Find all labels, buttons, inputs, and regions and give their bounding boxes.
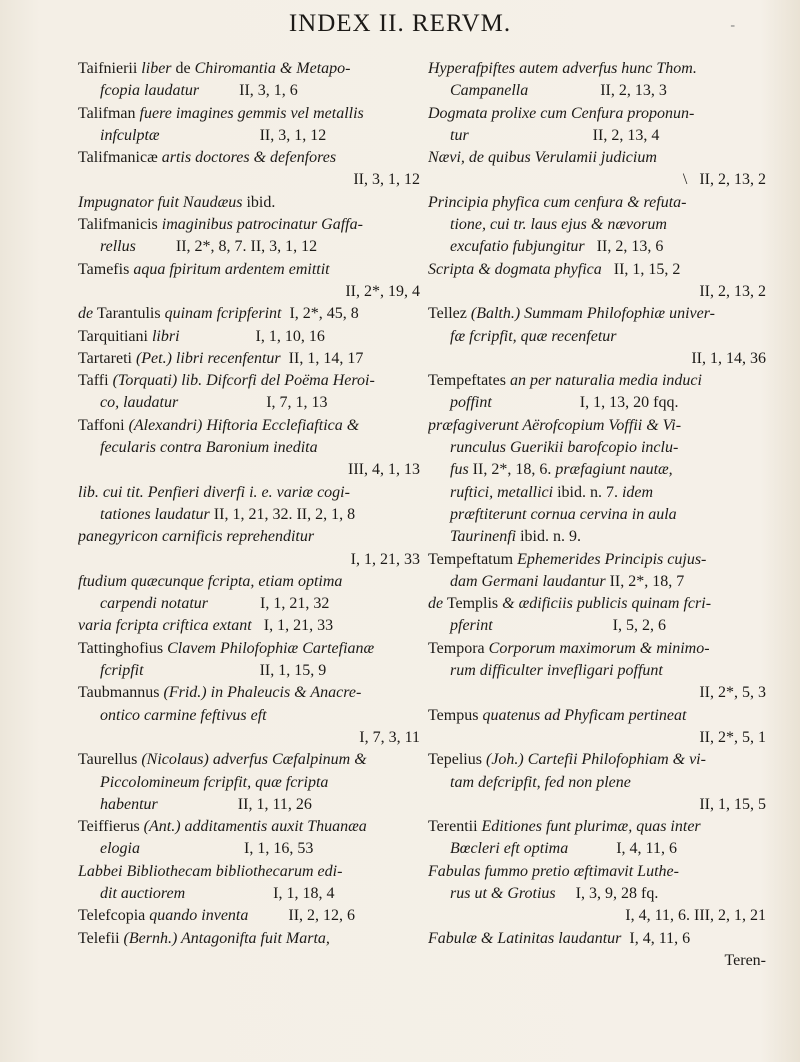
entry-italic-text: fcripfit <box>100 662 144 680</box>
entry-line <box>428 392 768 414</box>
entry-italic-text: ontico carmine feftivus eft <box>100 706 267 724</box>
entry-reference-line <box>78 549 422 571</box>
entry-text: II, 2, 13, 4 <box>468 126 660 144</box>
entry-line <box>428 415 768 437</box>
entry-italic-text: Fabulæ & Latinitas laudantur <box>428 929 622 947</box>
entry-line <box>78 705 422 727</box>
index-entry <box>78 459 422 481</box>
entry-text: ibid. n. 9. <box>516 528 581 546</box>
entry-italic-text: Ephemerides Principis cujus- <box>517 550 707 568</box>
entry-line <box>428 214 768 236</box>
entry-line <box>78 638 422 660</box>
entry-italic-text: fus <box>450 461 469 479</box>
entry-italic-text: Corporum maximorum & minimo- <box>488 639 710 657</box>
entry-line <box>78 905 422 927</box>
index-entry <box>78 259 422 304</box>
entry-text: I, 1, 21, 32 <box>208 595 330 613</box>
entry-line <box>428 504 768 526</box>
entry-text: III, 4, 1, 13 <box>348 461 420 479</box>
entry-text: I, 4, 11, 6 <box>568 840 677 858</box>
index-entry <box>428 549 768 594</box>
index-entry <box>428 950 768 972</box>
entry-italic-text: dam Germani laudantur <box>450 572 606 590</box>
entry-text: Tepelius <box>428 751 486 769</box>
entry-line <box>428 883 768 905</box>
entry-line <box>78 259 422 281</box>
index-entry <box>428 192 768 259</box>
index-entry <box>78 58 422 103</box>
index-entry <box>78 861 422 906</box>
entry-italic-text: fecularis contra Baronium inedita <box>100 439 318 457</box>
entry-text: Tempeftatum <box>428 550 518 568</box>
entry-line <box>78 348 422 370</box>
entry-italic-text: tione, cui tr. laus ejus & nævorum <box>450 216 667 234</box>
index-entry <box>78 192 422 214</box>
entry-line <box>428 437 768 459</box>
index-entry <box>428 816 768 861</box>
entry-text: Telefcopia <box>78 907 150 925</box>
entry-line <box>78 749 422 771</box>
entry-italic-text: Campanella <box>450 82 529 100</box>
entry-italic-text: præftiterunt cornua cervina in aula <box>450 505 677 523</box>
entry-line <box>78 415 422 437</box>
index-entry <box>78 905 422 927</box>
entry-reference-line <box>78 459 422 481</box>
entry-text: II, 1, 11, 26 <box>157 795 312 813</box>
entry-line <box>78 80 422 102</box>
entry-line <box>78 214 422 236</box>
entry-italic-text: Fabulas fummo pretio æftimavit Luthe- <box>428 862 679 880</box>
entry-italic-text: (Bernh.) Antagonifta fuit Marta, <box>123 929 330 947</box>
entry-italic-text: ftudium quæcunque fcripta, etiam optima <box>78 572 343 590</box>
entry-line <box>428 705 768 727</box>
entry-italic-text: rus ut & Grotius <box>450 884 556 902</box>
entry-text: I, 1, 16, 53 <box>140 840 314 858</box>
entry-line <box>78 838 422 860</box>
entry-italic-text: panegyricon carnificis reprehenditur <box>78 528 315 546</box>
entry-line <box>428 147 768 169</box>
index-entry <box>78 415 422 460</box>
page-title: INDEX II. RERVM. <box>288 10 512 37</box>
index-entry <box>428 303 768 370</box>
entry-text: Tempus <box>428 706 483 724</box>
entry-reference-line <box>428 950 768 972</box>
entry-line <box>78 326 422 348</box>
entry-line <box>78 593 422 615</box>
entry-text: I, 4, 11, 6. III, 2, 1, 21 <box>625 907 766 925</box>
entry-line <box>428 303 768 325</box>
entry-italic-text: poffint <box>450 394 492 412</box>
entry-italic-text: ruftici, metallici <box>450 483 554 501</box>
entry-text: I, 1, 21, 33 <box>350 550 420 568</box>
entry-text: II, 2, 13, 3 <box>528 82 667 100</box>
entry-italic-text: Impugnator fuit Naudæus <box>78 193 243 211</box>
index-entry <box>78 928 422 950</box>
index-entry <box>428 259 768 304</box>
entry-text: Tempeftates <box>428 372 510 390</box>
entry-line <box>428 593 768 615</box>
entry-italic-text: artis doctores & defenfores <box>161 149 337 167</box>
index-entry <box>428 861 768 928</box>
entry-italic-text: fæ fcripfit, quæ recenfetur <box>450 327 617 345</box>
entry-italic-text: (Ant.) additamentis auxit Thuanæa <box>143 818 367 836</box>
entry-italic-text: Chiromantia & Metapo- <box>190 60 351 77</box>
index-entry <box>78 526 422 571</box>
entry-italic-text: Taurinenfi <box>450 528 517 546</box>
index-entry <box>428 749 768 816</box>
entry-text: Talifmanicis <box>78 216 162 234</box>
entry-italic-text: excufatio fubjungitur <box>450 238 585 256</box>
index-entry <box>78 370 422 415</box>
entry-text: II, 2, 13, 2 <box>699 282 766 300</box>
entry-line <box>428 571 768 593</box>
index-entry <box>428 147 768 192</box>
entry-line <box>78 526 422 548</box>
entry-line <box>428 192 768 214</box>
entry-text: I, 4, 11, 6 <box>621 929 691 947</box>
entry-italic-text: dit auctiorem <box>100 884 186 902</box>
entry-line <box>78 660 422 682</box>
index-entry <box>78 147 422 192</box>
entry-line <box>428 615 768 637</box>
entry-italic-text: fuere imagines gemmis vel metallis <box>139 104 364 122</box>
entry-text: I, 7, 1, 13 <box>178 394 328 412</box>
index-entry <box>78 482 422 527</box>
entry-text: II, 2*, 19, 4 <box>345 282 420 300</box>
entry-italic-text: Hyperafpiftes autem adverfus hunc Thom. <box>428 60 697 77</box>
entry-text: Teiffierus <box>78 818 144 836</box>
entry-italic-text: (Frid.) in Phaleucis & Anacre- <box>163 684 362 702</box>
entry-italic-text: co, laudatur <box>100 394 179 412</box>
entry-text: I, 1, 21, 33 <box>251 617 334 635</box>
entry-text: Tamefis <box>78 260 134 278</box>
entry-italic-text: Nævi, de quibus Verulamii judicium <box>428 149 657 167</box>
entry-reference-line <box>428 348 768 370</box>
index-entry <box>78 727 422 749</box>
entry-text: II, 2*, 8, 7. II, 3, 1, 12 <box>135 238 318 256</box>
entry-text: I, 3, 9, 28 fq. <box>555 884 659 902</box>
entry-line <box>428 772 768 794</box>
entry-italic-text: varia fcripta criftica extant <box>78 617 252 635</box>
entry-italic-text: (Joh.) Cartefii Philofophiam & vi- <box>485 751 706 769</box>
entry-line <box>428 370 768 392</box>
entry-text: Telefii <box>78 929 124 947</box>
entry-line <box>78 192 422 214</box>
entry-italic-text: de <box>428 595 444 613</box>
entry-text: I, 1, 13, 20 fqq. <box>491 394 679 412</box>
entry-text: Tartareti <box>78 349 136 367</box>
entry-italic-text: aqua fpiritum ardentem emittit <box>133 260 330 278</box>
entry-reference-line <box>428 727 768 749</box>
entry-italic-text: infculptæ <box>100 126 160 144</box>
entry-text: ibid. n. 7. <box>553 483 622 501</box>
entry-line <box>78 392 422 414</box>
entry-text: Templis <box>443 595 503 613</box>
entry-line <box>78 794 422 816</box>
right-column <box>428 58 768 972</box>
entry-text: II, 3, 1, 6 <box>199 82 298 100</box>
entry-text: I, 1, 18, 4 <box>185 884 335 902</box>
entry-text: II, 2, 12, 6 <box>248 907 356 925</box>
entry-line <box>428 549 768 571</box>
entry-line <box>428 749 768 771</box>
entry-line <box>428 928 768 950</box>
entry-italic-text: tur <box>450 126 469 144</box>
entry-text: II, 2*, 5, 1 <box>699 728 766 746</box>
entry-line <box>428 660 768 682</box>
entry-line <box>78 125 422 147</box>
entry-line <box>78 236 422 258</box>
entry-italic-text: & ædificiis publicis quinam fcri- <box>502 595 712 613</box>
entry-line <box>78 303 422 325</box>
entry-italic-text: Scripta & dogmata phyfica <box>428 260 602 278</box>
index-entry <box>78 326 422 348</box>
entry-line <box>428 838 768 860</box>
entry-italic-text: habentur <box>100 795 158 813</box>
entry-text: Taifnierii <box>78 60 142 77</box>
entry-text: Talifman <box>78 104 140 122</box>
entry-line <box>428 861 768 883</box>
entry-text: Taubmannus <box>78 684 164 702</box>
entry-italic-text: (Nicolaus) adverfus Cæfalpinum & <box>141 751 367 769</box>
entry-text: II, 1, 15, 9 <box>143 662 327 680</box>
entry-reference-line <box>428 794 768 816</box>
entry-text: I, 5, 2, 6 <box>492 617 666 635</box>
entry-text: I, 1, 10, 16 <box>179 327 325 345</box>
index-entry <box>428 103 768 148</box>
entry-line <box>428 236 768 258</box>
entry-line <box>428 125 768 147</box>
entry-italic-text: tam defcripfit, fed non plene <box>450 773 631 791</box>
entry-line <box>78 437 422 459</box>
entry-italic-text: liber <box>141 60 172 77</box>
left-column <box>78 58 422 950</box>
entry-text: II, 1, 15, 2 <box>601 260 681 278</box>
entry-text: Tempora <box>428 639 489 657</box>
entry-line <box>78 504 422 526</box>
entry-line <box>78 883 422 905</box>
entry-text: Taffoni <box>78 416 129 434</box>
entry-line <box>78 103 422 125</box>
entry-italic-text: Labbei Bibliothecam bibliothecarum edi- <box>78 862 343 880</box>
entry-reference-line <box>428 169 768 191</box>
entry-text: II, 2*, 18, 6. <box>468 461 556 479</box>
entry-line <box>78 58 422 80</box>
entry-line <box>428 326 768 348</box>
index-entry <box>78 816 422 861</box>
entry-text: ibid. <box>242 193 276 211</box>
entry-text: II, 3, 1, 12 <box>353 171 420 189</box>
entry-italic-text: quinam fcripferint <box>164 305 282 323</box>
header-mark: - <box>730 18 736 33</box>
entry-line <box>428 103 768 125</box>
entry-text: II, 2*, 5, 3 <box>699 684 766 702</box>
entry-reference-line <box>428 905 768 927</box>
entry-line <box>78 482 422 504</box>
entry-text: I, 7, 3, 11 <box>359 728 420 746</box>
entry-italic-text: Clavem Philofophiæ Cartefianæ <box>167 639 375 657</box>
entry-line <box>428 58 768 80</box>
entry-italic-text: quatenus ad Phyficam pertineat <box>482 706 687 724</box>
entry-text: Tarquitiani <box>78 327 152 345</box>
entry-text: Tellez <box>428 305 471 323</box>
index-entry <box>428 638 768 705</box>
entry-italic-text: tationes laudatur <box>100 505 210 523</box>
entry-text: Tarantulis <box>93 305 165 323</box>
entry-text: II, 1, 15, 5 <box>699 795 766 813</box>
entry-text: I, 2*, 45, 8 <box>281 305 359 323</box>
entry-text: Tattinghofius <box>78 639 168 657</box>
entry-line <box>78 861 422 883</box>
entry-line <box>428 638 768 660</box>
entry-text: II, 1, 14, 17 <box>280 349 364 367</box>
entry-line <box>78 772 422 794</box>
index-entry <box>78 571 422 616</box>
entry-italic-text: Editiones funt plurimæ, quas inter <box>481 818 701 836</box>
index-entry <box>428 370 768 415</box>
entry-text: Terentii <box>428 818 482 836</box>
index-entry <box>78 749 422 816</box>
entry-italic-text: lib. cui tit. Penfieri diverfi i. e. variæ cogi- <box>78 483 350 501</box>
entry-italic-text: idem <box>621 483 654 501</box>
index-entry <box>78 615 422 637</box>
entry-italic-text: Dogmata prolixe cum Cenfura proponun- <box>428 104 695 122</box>
entry-line <box>428 482 768 504</box>
entry-reference-line <box>78 169 422 191</box>
entry-line <box>78 147 422 169</box>
entry-italic-text: Bœcleri eft optima <box>450 840 569 858</box>
entry-italic-text: (Torquati) lib. Difcorfi del Poëma Heroi- <box>112 372 375 390</box>
index-entry <box>428 928 768 950</box>
entry-text: II, 2, 13, 6 <box>584 238 664 256</box>
entry-reference-line <box>428 281 768 303</box>
entry-text: Taurellus <box>78 751 142 769</box>
entry-text: Teren- <box>724 951 766 969</box>
entry-line <box>428 259 768 281</box>
entry-italic-text: runculus Guerikii barofcopio inclu- <box>450 439 679 457</box>
index-entry <box>78 682 422 727</box>
page-header <box>0 10 800 38</box>
entry-italic-text: carpendi notatur <box>100 595 208 613</box>
entry-italic-text: de <box>78 305 94 323</box>
entry-line <box>428 526 768 548</box>
index-entry <box>78 638 422 683</box>
entry-italic-text: fcopia laudatur <box>100 82 200 100</box>
entry-text: \ II, 2, 13, 2 <box>682 171 766 189</box>
index-entry <box>428 705 768 750</box>
entry-text: Talifmanicæ <box>78 149 162 167</box>
entry-italic-text: (Pet.) libri recenfentur <box>135 349 281 367</box>
entry-line <box>78 615 422 637</box>
index-entry <box>78 214 422 259</box>
entry-italic-text: rum difficulter invefligari poffunt <box>450 662 663 680</box>
entry-italic-text: libri <box>151 327 180 345</box>
entry-text: II, 2*, 18, 7 <box>605 572 685 590</box>
entry-italic-text: imaginibus patrocinatur Gaffa- <box>161 216 363 234</box>
entry-text: Taffi <box>78 372 113 390</box>
entry-italic-text: pferint <box>450 617 493 635</box>
entry-italic-text: rellus <box>100 238 136 256</box>
entry-reference-line <box>428 682 768 704</box>
entry-italic-text: Principia phyfica cum cenfura & refuta- <box>428 193 687 211</box>
index-entry <box>428 415 768 549</box>
entry-italic-text: præfagiunt nautæ, <box>555 461 673 479</box>
entry-italic-text: (Alexandri) Hiftoria Ecclefiaftica & <box>128 416 360 434</box>
entry-line <box>428 459 768 481</box>
entry-italic-text: an per naturalia media induci <box>509 372 702 390</box>
entry-line <box>78 816 422 838</box>
entry-text: II, 1, 21, 32. II, 2, 1, 8 <box>209 505 356 523</box>
entry-line <box>428 80 768 102</box>
entry-line <box>78 571 422 593</box>
entry-text: II, 1, 14, 36 <box>691 349 766 367</box>
entry-italic-text: elogia <box>100 840 140 858</box>
entry-line <box>78 682 422 704</box>
index-entry <box>428 58 768 103</box>
entry-text: de <box>171 60 191 77</box>
entry-reference-line <box>78 281 422 303</box>
entry-italic-text: quando inventa <box>149 907 249 925</box>
entry-italic-text: præfagiverunt Aërofcopium Voffii & Vi- <box>428 416 682 434</box>
entry-italic-text: (Balth.) Summam Philofophiæ univer- <box>470 305 715 323</box>
entry-line <box>428 816 768 838</box>
index-entry <box>78 103 422 148</box>
entry-line <box>78 928 422 950</box>
index-entry <box>428 593 768 638</box>
index-entry <box>78 348 422 370</box>
entry-line <box>78 370 422 392</box>
entry-text: II, 3, 1, 12 <box>159 126 327 144</box>
entry-reference-line <box>78 727 422 749</box>
entry-italic-text: Piccolomineum fcripfit, quæ fcripta <box>100 773 329 791</box>
index-entry <box>78 303 422 325</box>
